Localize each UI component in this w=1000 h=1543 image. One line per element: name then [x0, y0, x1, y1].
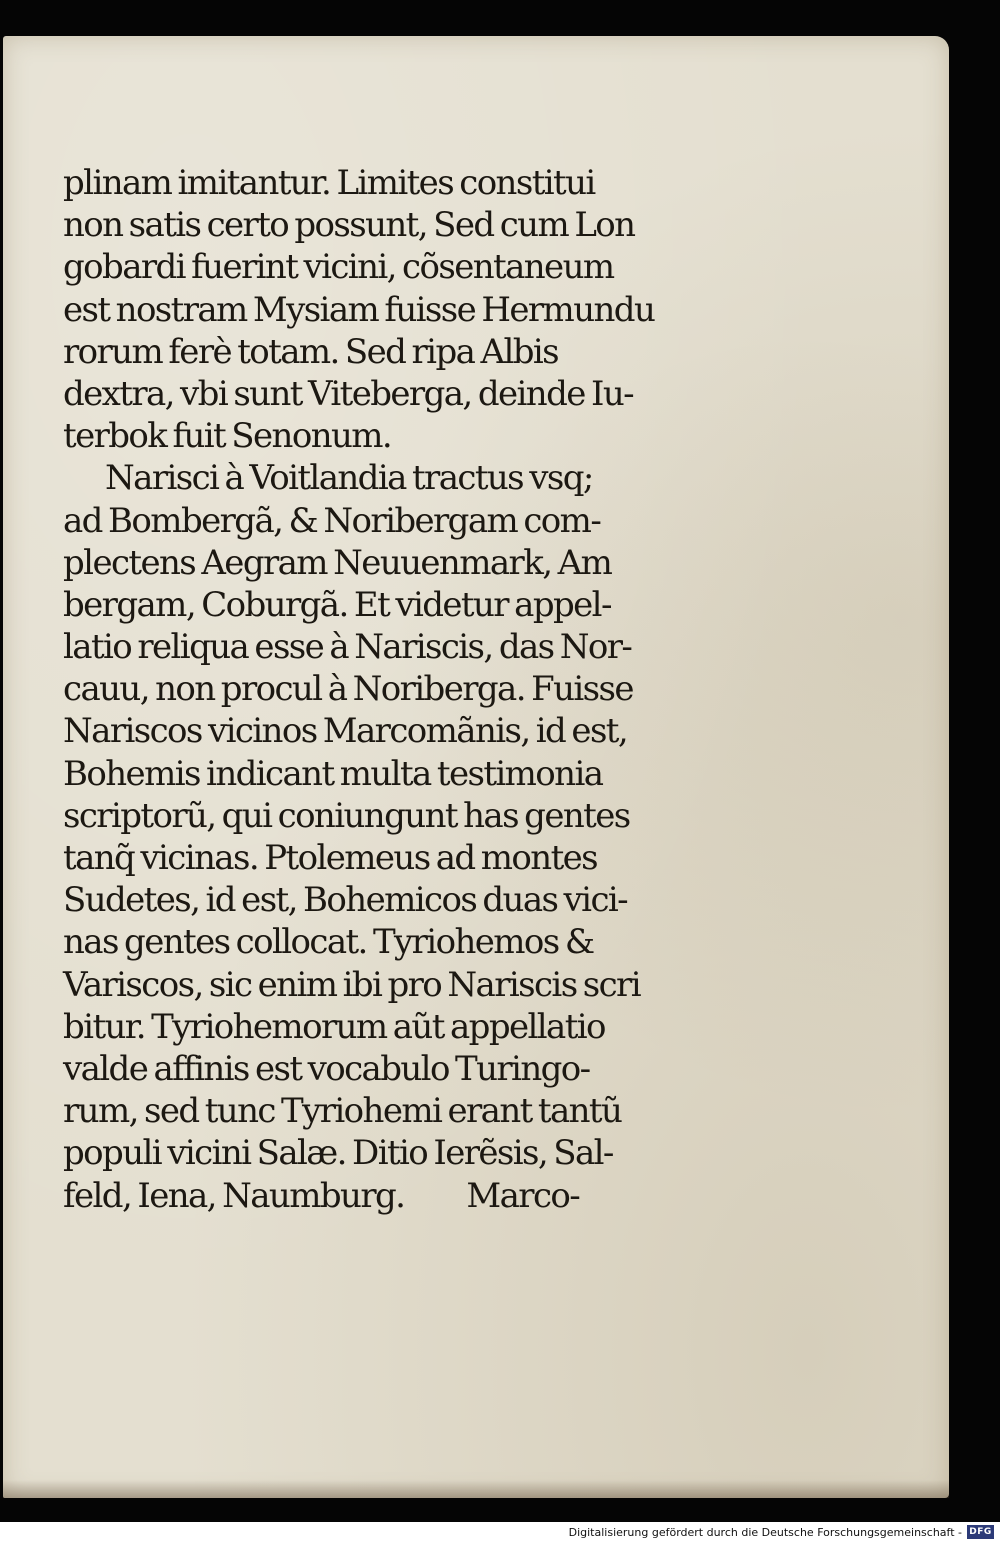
text-line: ad Bombergã, & Noribergam com- [63, 500, 601, 541]
funding-credit: Digitalisierung gefördert durch die Deutsche Forschungsgemeinschaft - [568, 1526, 962, 1539]
text-line: feld, Iena, Naumburg. Marco- [63, 1175, 580, 1216]
text-line: Sudetes, id est, Bohemicos duas vici- [63, 880, 628, 921]
text-line: plectens Aegram Neuuenmark, Am [63, 542, 612, 583]
text-line: gobardi fuerint vicini, cõsentaneum [63, 247, 614, 288]
text-line: rum, sed tunc Tyriohemi erant tantũ [63, 1091, 622, 1132]
text-line: nas gentes collocat. Tyriohemos & [63, 922, 594, 963]
page-bottom-shadow [3, 1480, 949, 1498]
text-line: bitur. Tyriohemorum aũt appellatio [63, 1006, 605, 1047]
text-line: dextra, vbi sunt Viteberga, deinde Iu- [63, 373, 634, 414]
text-line: cauu, non procul à Noriberga. Fuisse [63, 669, 633, 710]
text-line: valde affinis est vocabulo Turingo- [63, 1048, 590, 1089]
text-line: est nostram Mysiam fuisse Hermundu [63, 289, 655, 330]
text-line: tanq̃ vicinas. Ptolemeus ad montes [63, 838, 598, 878]
text-line: rorum ferè totam. Sed ripa Albis [63, 331, 558, 372]
text-line: Narisci à Voitlandia tractus vsq; [105, 458, 593, 499]
text-line: Variscos, sic enim ibi pro Nariscis scri [63, 964, 640, 1005]
dfg-logo[interactable]: DFG [967, 1525, 994, 1539]
text-line: Nariscos vicinos Marcomãnis, id est, [63, 711, 628, 752]
text-line: Bohemis indicant multa testimonia [63, 753, 603, 794]
text-line: populi vicini Salæ. Ditio Ierẽsis, Sal- [63, 1133, 613, 1174]
text-line: latio reliqua esse à Nariscis, das Nor- [63, 627, 632, 668]
page-text-block [63, 162, 663, 1217]
text-line: plinam imitantur. Limites constitui [63, 163, 595, 203]
digitization-footer [0, 1522, 1000, 1543]
text-line: non satis certo possunt, Sed cum Lon [63, 205, 635, 246]
text-line: scriptorũ, qui coniungunt has gentes [63, 795, 630, 836]
text-line: bergam, Coburgã. Et videtur appel- [63, 584, 611, 625]
text-line: terbok fuit Senonum. [63, 416, 392, 457]
